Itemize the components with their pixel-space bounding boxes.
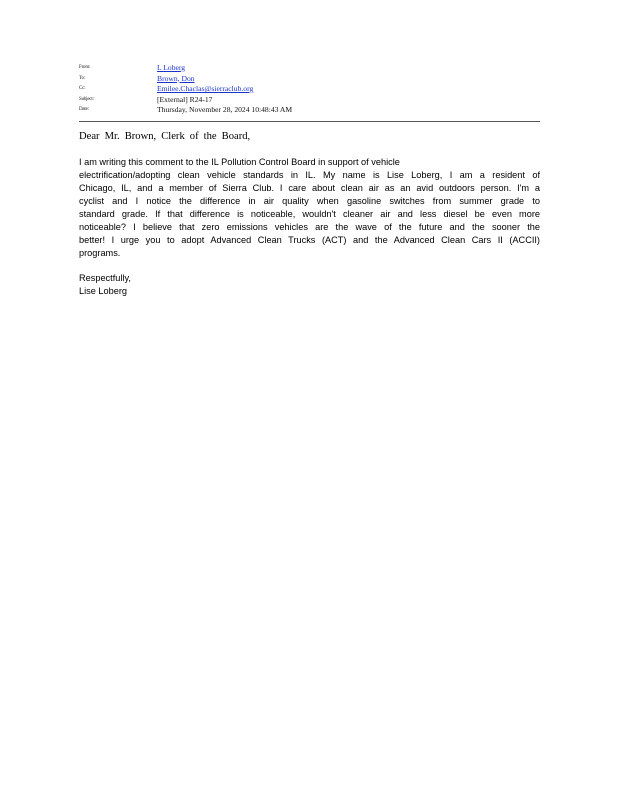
header-divider [79, 121, 540, 122]
letter-greeting: Dear Mr. Brown, Clerk of the Board, [79, 131, 251, 142]
email-header [79, 63, 540, 116]
subject-row [79, 95, 540, 106]
to-row [79, 74, 540, 85]
from-row [79, 63, 540, 74]
body-line: better! I urge you to adopt Advanced Clean Trucks (ACT) and the Advanced Clean Cars II (ACCII) [79, 235, 540, 245]
closing-text: Respectfully, [79, 273, 131, 283]
signature-text: Lise Loberg [79, 286, 128, 296]
cc-label: Cc: [79, 86, 86, 91]
body-line: standard grade. If that difference is noticeable, wouldn't cleaner air and less diesel be even more [79, 209, 540, 219]
cc-row [79, 84, 540, 95]
cc-value-link[interactable]: Emilee.Chaclas@sierraclub.org [157, 84, 254, 93]
body-line: noticeable? I believe that zero emissions vehicles are the wave of the future and the sooner the [79, 222, 540, 232]
date-value: Thursday, November 28, 2024 10:48:43 AM [157, 105, 293, 114]
letter-body [79, 156, 540, 260]
date-label: Date: [79, 107, 89, 112]
to-value-link[interactable]: Brown, Don [157, 73, 195, 83]
body-line: I am writing this comment to the IL Pollution Control Board in support of vehicle [79, 157, 400, 167]
from-label: From: [79, 65, 91, 70]
from-value-link[interactable]: L Loberg [157, 63, 186, 72]
body-line: electrification/adopting clean vehicle standards in IL. My name is Lise Loberg, I am a resident of [79, 170, 540, 180]
to-label: To: [79, 75, 85, 81]
body-line: Chicago, IL, and a member of Sierra Club. I care about clean air as an avid outdoors person. I'm a [79, 183, 540, 193]
body-line: programs. [79, 248, 121, 258]
date-row [79, 105, 540, 116]
letter-signoff [79, 272, 131, 298]
subject-label: Subject: [79, 96, 94, 102]
subject-value: [External] R24-17 [157, 94, 213, 104]
body-line: cyclist and I notice the difference in air quality when gasoline switches from summer grade to [79, 196, 540, 206]
